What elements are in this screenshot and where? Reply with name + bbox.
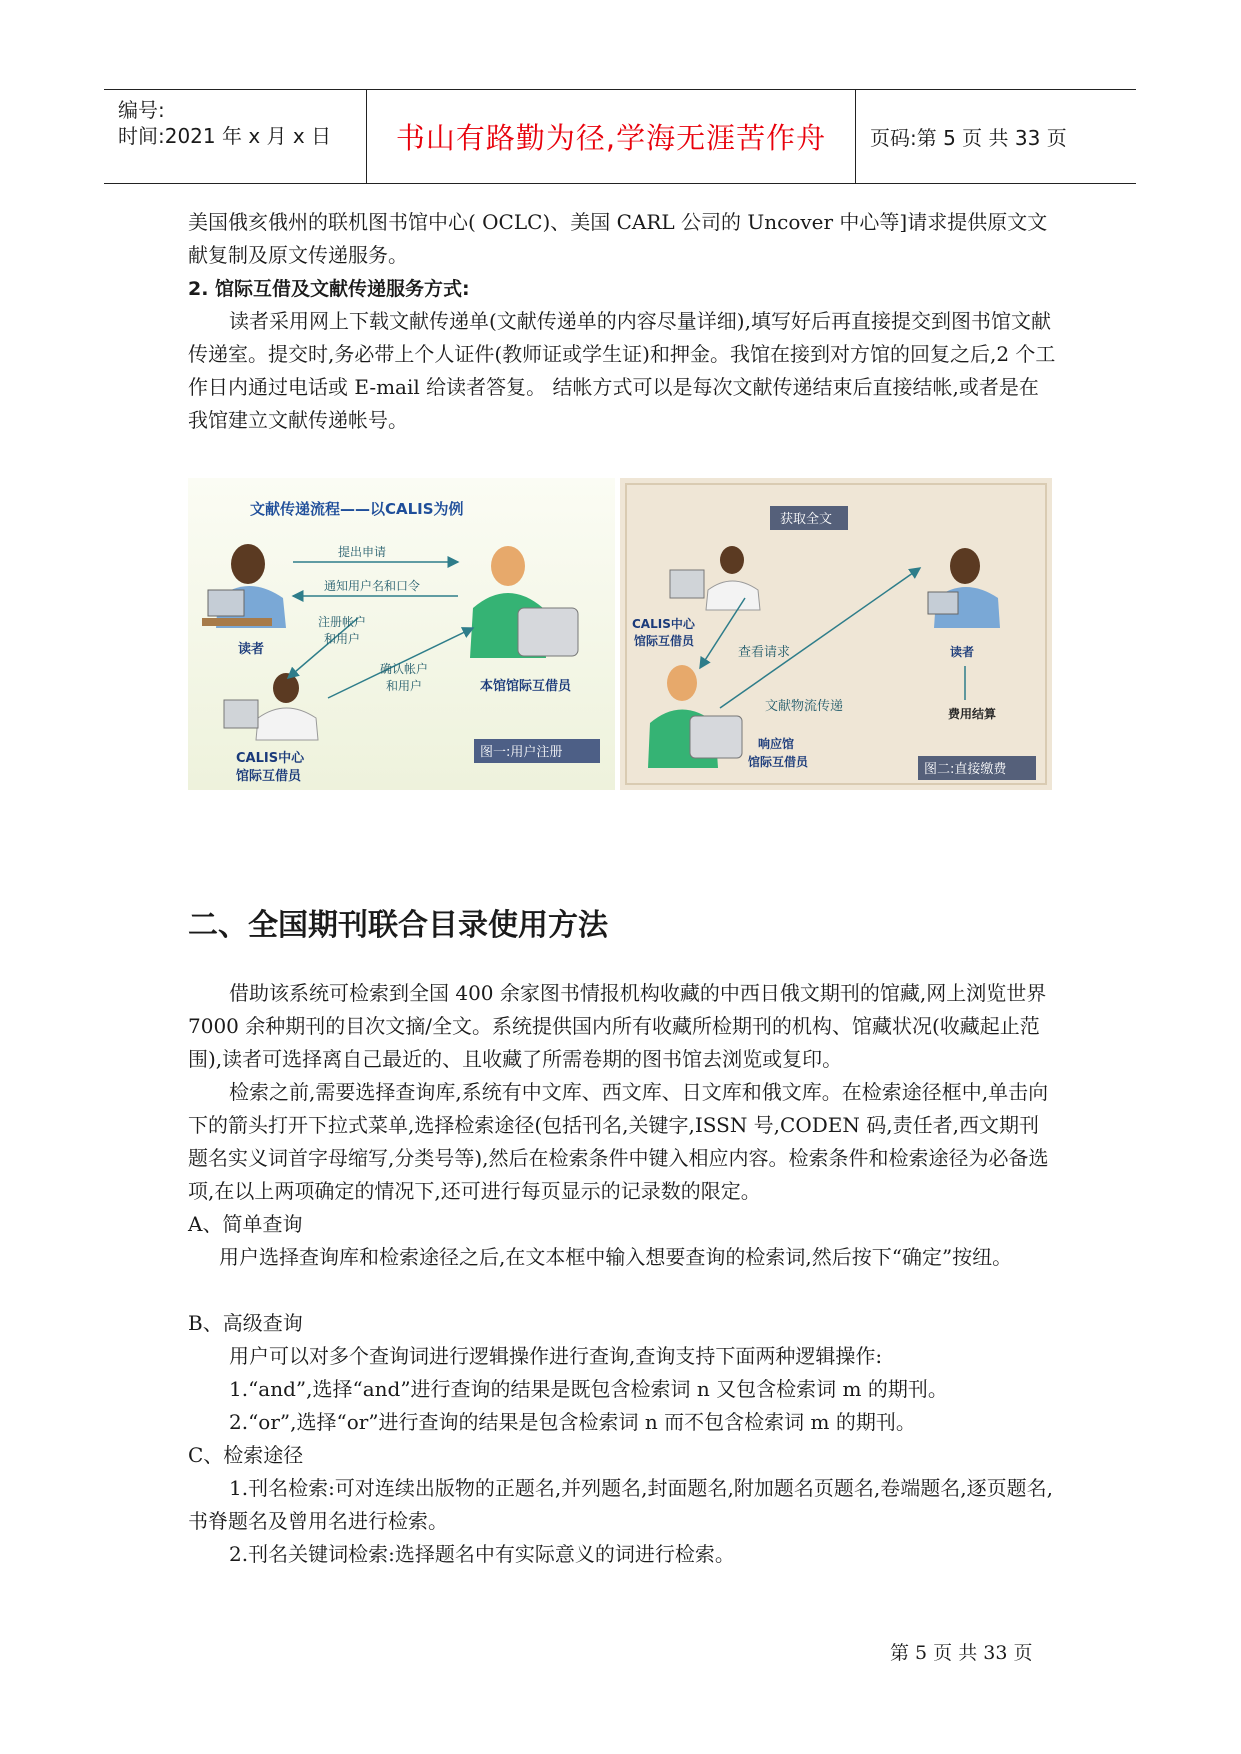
- title-search-item: 1.刊名检索:可对连续出版物的正题名,并列题名,封面题名,附加题名页题名,卷端题名,逐页题名,书脊题名及曾用名进行检索。: [188, 1476, 1053, 1533]
- time-label: 时间:2021 年 x 月 x 日: [118, 124, 332, 148]
- motto: 书山有路勤为径,学海无涯苦作舟: [395, 121, 827, 155]
- advanced-or-item: 2.“or”,选择“or”进行查询的结果是包含检索词 n 而不包含检索词 m 的期刊。: [229, 1410, 916, 1434]
- page-header: [104, 89, 1136, 184]
- fig2-badge: 获取全文: [780, 512, 833, 527]
- confirm-label-1: 确认帐户: [380, 662, 429, 676]
- search-paths-title: C、检索途径: [188, 1443, 304, 1467]
- reader-label: 读者: [950, 645, 975, 659]
- paragraph-overview: 借助该系统可检索到全国 400 余家图书情报机构收藏的中西日俄文期刊的馆藏,网上浏览世界 7000 余种期刊的目次文摘/全文。系统提供国内所有收藏所检期刊的机构、馆藏状况(收藏起止范围),读者可选择离自己最近的、且收藏了所需卷期的图书馆去浏览或复印。: [188, 981, 1047, 1071]
- section-title-union-catalog: 二、全国期刊联合目录使用方法: [188, 908, 608, 943]
- resp-label-2: 馆际互借员: [748, 755, 809, 769]
- paragraph-oclc: 美国俄亥俄州的联机图书馆中心( OCLC)、美国 CARL 公司的 Uncover 中心等]请求提供原文文献复制及原文传递服务。: [188, 210, 1048, 267]
- fig1-title: 文献传递流程——以CALIS为例: [250, 500, 464, 518]
- figure-user-registration: [188, 478, 615, 790]
- figure-direct-payment: [620, 478, 1052, 790]
- submit-label: 提出申请: [338, 545, 387, 559]
- calis-label-2: 馆际互借员: [634, 634, 695, 648]
- advanced-and-item: 1.“and”,选择“and”进行查询的结果是既包含检索词 n 又包含检索词 m 的期刊。: [229, 1377, 948, 1401]
- page-label: 页码:第 5 页 共 33 页: [870, 126, 1067, 150]
- calis-label-2: 馆际互借员: [236, 769, 302, 784]
- calis-label-1: CALIS中心: [236, 751, 305, 766]
- header-info-cell: [104, 90, 367, 183]
- reader-label: 读者: [238, 642, 265, 657]
- keyword-search-item: 2.刊名关键词检索:选择题名中有实际意义的词进行检索。: [229, 1542, 735, 1566]
- page-footer: 第 5 页 共 33 页: [890, 1642, 1033, 1664]
- view-label: 查看请求: [738, 645, 791, 660]
- advanced-search-title: B、高级查询: [188, 1311, 303, 1335]
- advanced-search-text: 用户可以对多个查询词进行逻辑操作进行查询,查询支持下面两种逻辑操作:: [229, 1344, 883, 1368]
- paragraph-ill-method: 读者采用网上下载文献传递单(文献传递单的内容尽量详细),填写好后再直接提交到图书馆文献传递室。提交时,务必带上个人证件(教师证或学生证)和押金。我馆在接到对方馆的回复之后,2 个工作日内通过电话或 E-mail 给读者答复。 结帐方式可以是每次文献传递结束后直接结帐,或者是在我馆建立文献传递帐号。: [188, 309, 1056, 432]
- section-heading-ill: 2. 馆际互借及文献传递服务方式:: [188, 278, 470, 300]
- header-motto-cell: [367, 90, 856, 183]
- simple-search-text: 用户选择查询库和检索途径之后,在文本框中输入想要查询的检索词,然后按下“确定”按纽。: [219, 1245, 1013, 1269]
- register-label-2: 和用户: [324, 632, 361, 646]
- resp-label-1: 响应馆: [758, 737, 795, 751]
- register-label-1: 注册帐户: [318, 615, 367, 629]
- logistics-label: 文献物流传递: [765, 699, 844, 714]
- simple-search-title: A、简单查询: [188, 1212, 303, 1236]
- fig1-caption: 图一:用户注册: [480, 745, 563, 760]
- fee-label: 费用结算: [948, 707, 997, 721]
- local-staff-label: 本馆馆际互借员: [480, 679, 572, 694]
- notify-label: 通知用户名和口令: [324, 579, 421, 593]
- number-label: 编号:: [118, 98, 165, 122]
- header-page-cell: [856, 90, 1136, 183]
- calis-label-1: CALIS中心: [632, 617, 695, 631]
- fig2-caption: 图二:直接缴费: [924, 762, 1007, 777]
- paragraph-search-steps: 检索之前,需要选择查询库,系统有中文库、西文库、日文库和俄文库。在检索途径框中,单击向下的箭头打开下拉式菜单,选择检索途径(包括刊名,关键字,ISSN 号,CODEN 码,责任者,西文期刊题名实义词首字母缩写,分类号等),然后在检索条件中键入相应内容。检索条件和检索途径为必备选项,在以上两项确定的情况下,还可进行每页显示的记录数的限定。: [188, 1080, 1049, 1203]
- confirm-label-2: 和用户: [386, 679, 423, 693]
